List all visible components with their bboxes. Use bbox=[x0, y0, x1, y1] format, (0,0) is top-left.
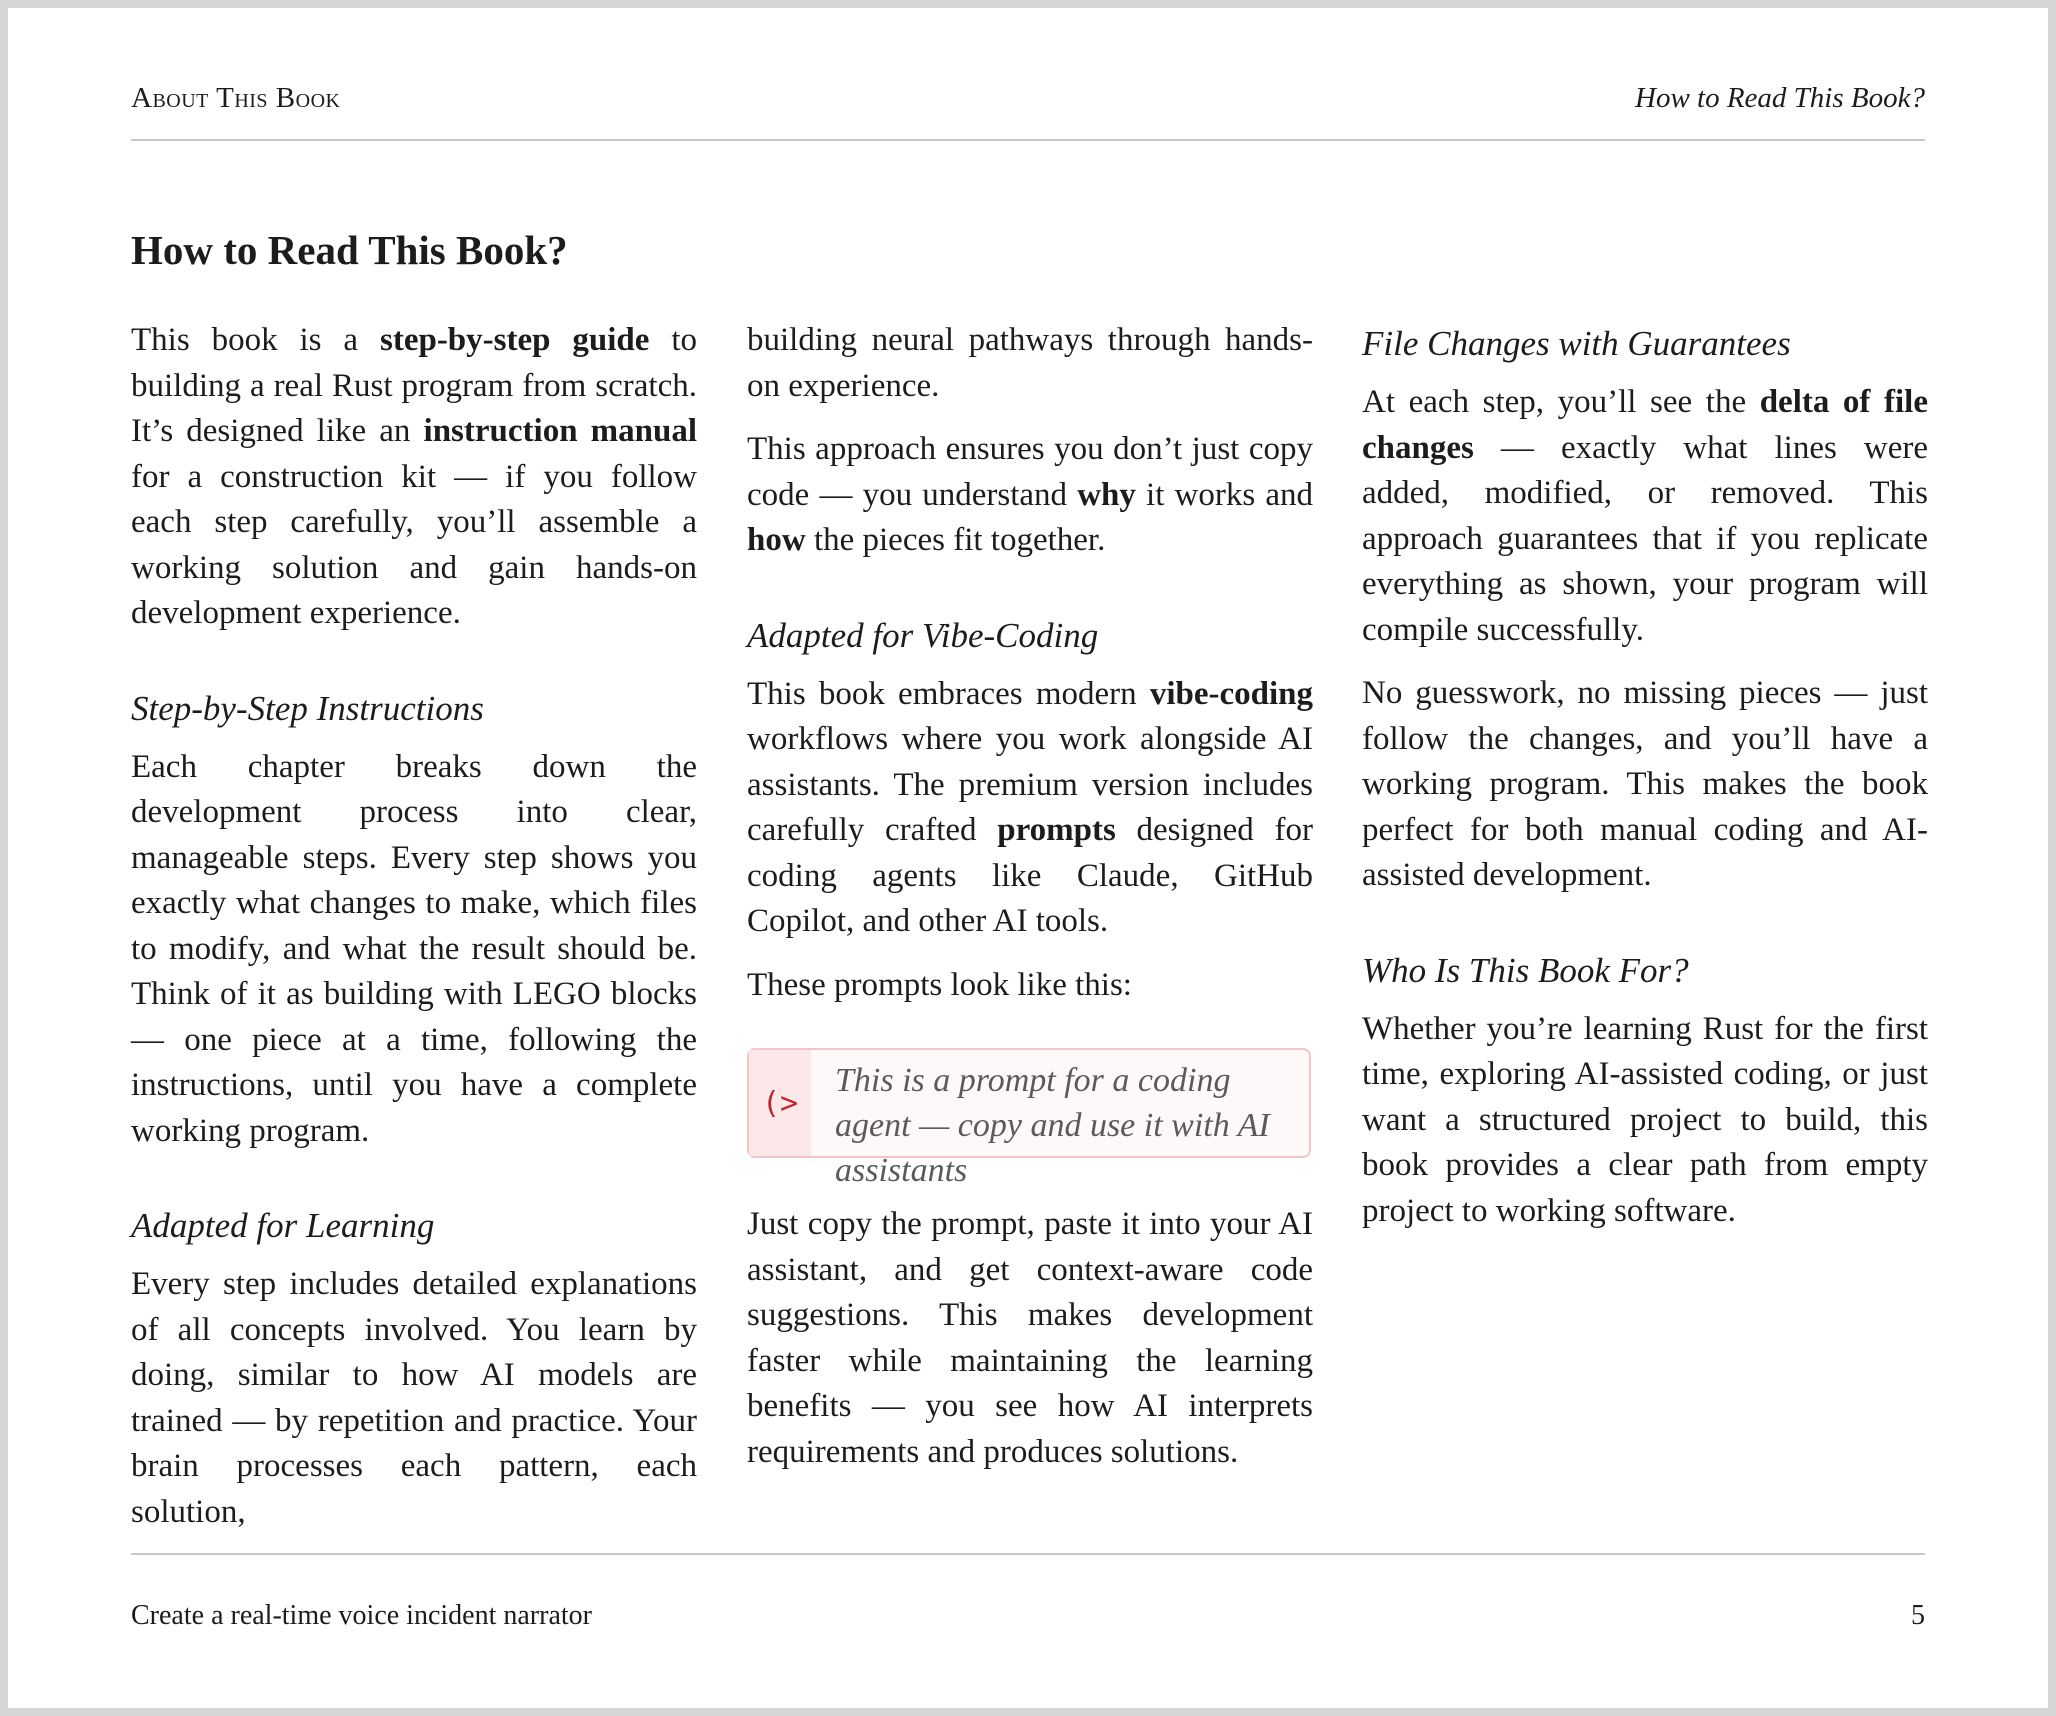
emphasis: instruction manual bbox=[423, 413, 698, 449]
paragraph: Every step includes detailed explanations of all concepts involved. You learn by doing, similar to how AI models are trained — by repetition and practice. Your brain processes each pattern, each solution, bbox=[131, 1266, 697, 1530]
paragraph: This approach ensures you don’t just copy code — you understand why it works and how the pieces fit together. bbox=[747, 431, 1313, 558]
paragraph: Each chapter breaks down the development process into clear, manageable steps. Every step shows you exactly what changes to make, which files to modify, and what the result should be. Think of it as building with LEGO blocks — one piece at a time, following the instructions, until you have a complete working program. bbox=[131, 748, 697, 1149]
running-header bbox=[131, 82, 1925, 122]
footer-rule bbox=[131, 1553, 1925, 1555]
emphasis: why bbox=[1077, 476, 1136, 513]
footer-book-title: Create a real-time voice incident narrator bbox=[131, 1600, 592, 1631]
emphasis: how bbox=[747, 522, 806, 558]
prompt-text: This is a prompt for a coding agent — copy and use it with AI assistants bbox=[835, 1062, 1270, 1189]
running-header-chapter: How to Read This Book? bbox=[1635, 82, 1925, 114]
emphasis: vibe-coding bbox=[1149, 675, 1313, 712]
running-header-section: About This Book bbox=[131, 82, 341, 114]
emphasis: step-by-step guide bbox=[379, 322, 650, 358]
section-heading: File Changes with Guarantees bbox=[1362, 324, 1791, 363]
paragraph: Whether you’re learning Rust for the first time, exploring AI-assisted coding, or just want a structured project to build, this book provides a clear path from empty project to working software. bbox=[1362, 1010, 1928, 1229]
prompt-callout bbox=[747, 1048, 1311, 1189]
paragraph: No guesswork, no missing pieces — just follow the changes, and you’ll have a working program. This makes the book perfect for both manual coding and AI-assisted development. bbox=[1362, 675, 1928, 893]
text-column-1 bbox=[131, 318, 697, 1553]
section-heading: Who Is This Book For? bbox=[1362, 950, 1689, 990]
paragraph: This book is a step-by-step guide to building a real Rust program from scratch. It’s designed like an instruction manual for a construction kit — if you follow each step carefully, you’ll assemble a working solution and gain hands-on development experience. bbox=[131, 322, 698, 631]
paragraph: At each step, you’ll see the delta of file changes — exactly what lines were added, modified, or removed. This approach guarantees that if you replicate everything as shown, your program will compile successfully. bbox=[1362, 384, 1928, 648]
text-column-2 bbox=[747, 318, 1313, 1493]
text-column-3 bbox=[1362, 318, 1928, 1252]
section-heading: Adapted for Vibe-Coding bbox=[747, 615, 1099, 655]
paragraph: building neural pathways through hands-on experience. bbox=[747, 322, 1313, 404]
emphasis: prompts bbox=[997, 812, 1116, 848]
paragraph: Just copy the prompt, paste it into your AI assistant, and get context-aware code suggestions. This makes development faster while maintaining the learning benefits — you see how AI interprets requirements and produces solutions. bbox=[747, 1206, 1313, 1470]
emphasis: delta of file changes bbox=[1362, 384, 1928, 466]
section-heading: Adapted for Learning bbox=[131, 1206, 435, 1245]
prompt-icon: (> bbox=[749, 1050, 811, 1156]
book-page bbox=[8, 8, 2048, 1708]
paragraph: These prompts look like this: bbox=[747, 966, 1132, 1003]
paragraph: This book embraces modern vibe-coding workflows where you work alongside AI assistants. The premium version includes carefully crafted prompts designed for coding agents like Claude, GitHub Copilot, and other AI tools. bbox=[747, 675, 1313, 939]
section-heading: Step-by-Step Instructions bbox=[131, 688, 484, 728]
page-number: 5 bbox=[1911, 1600, 1925, 1631]
page-title: How to Read This Book? bbox=[131, 227, 568, 273]
header-rule bbox=[131, 139, 1925, 141]
